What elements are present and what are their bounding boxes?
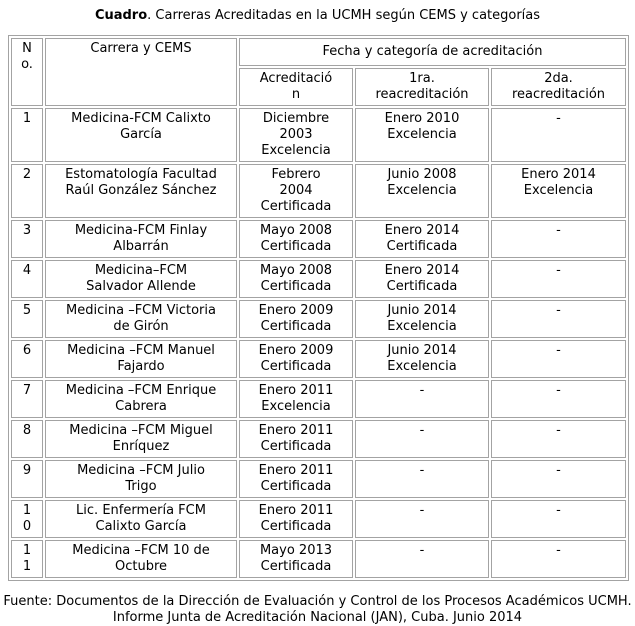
cell-acreditacion: Enero 2009 Certificada xyxy=(239,300,353,338)
cell-acreditacion: Enero 2011 Certificada xyxy=(239,500,353,538)
header-row-top xyxy=(11,38,626,66)
cell-segunda-reacreditacion: - xyxy=(491,420,626,458)
table-row xyxy=(11,460,626,498)
cell-primera-reacreditacion: Junio 2014 Excelencia xyxy=(355,300,489,338)
cell-segunda-reacreditacion: - xyxy=(491,380,626,418)
table-row xyxy=(11,260,626,298)
cell-no: 10 xyxy=(11,500,43,538)
cell-no: 8 xyxy=(11,420,43,458)
table-row xyxy=(11,300,626,338)
cell-carrera: Medicina –FCM Victoria de Girón xyxy=(45,300,237,338)
cell-carrera: Medicina-FCM Calixto García xyxy=(45,108,237,162)
cell-carrera: Medicina –FCM 10 de Octubre xyxy=(45,540,237,578)
cell-segunda-reacreditacion: - xyxy=(491,500,626,538)
cell-segunda-reacreditacion: - xyxy=(491,300,626,338)
table-row xyxy=(11,164,626,218)
source-line1: Fuente: Documentos de la Dirección de Evaluación y Control de los Procesos Académicos UCMH. xyxy=(3,594,632,609)
table-row xyxy=(11,540,626,578)
cell-acreditacion: Diciembre 2003 Excelencia xyxy=(239,108,353,162)
table-row xyxy=(11,220,626,258)
cell-no: 1 xyxy=(11,108,43,162)
cell-segunda-reacreditacion: - xyxy=(491,460,626,498)
cell-acreditacion: Enero 2011 Certificada xyxy=(239,420,353,458)
cell-primera-reacreditacion: Junio 2008 Excelencia xyxy=(355,164,489,218)
cell-primera-reacreditacion: - xyxy=(355,380,489,418)
cell-acreditacion: Febrero 2004 Certificada xyxy=(239,164,353,218)
cell-no: 11 xyxy=(11,540,43,578)
cell-primera-reacreditacion: Enero 2014 Certificada xyxy=(355,220,489,258)
cell-no: 4 xyxy=(11,260,43,298)
table-row xyxy=(11,500,626,538)
cell-primera-reacreditacion: - xyxy=(355,420,489,458)
cell-primera-reacreditacion: - xyxy=(355,460,489,498)
cell-carrera: Medicina –FCM Enrique Cabrera xyxy=(45,380,237,418)
cell-segunda-reacreditacion: - xyxy=(491,260,626,298)
header-fecha-group: Fecha y categoría de acreditación xyxy=(239,38,626,66)
cell-segunda-reacreditacion: - xyxy=(491,340,626,378)
cell-carrera: Medicina-FCM Finlay Albarrán xyxy=(45,220,237,258)
cell-carrera: Medicina –FCM Manuel Fajardo xyxy=(45,340,237,378)
cell-acreditacion: Enero 2011 Excelencia xyxy=(239,380,353,418)
caption-text: . Carreras Acreditadas en la UCMH según CEMS y categorías xyxy=(147,8,541,23)
cell-acreditacion: Mayo 2008 Certificada xyxy=(239,220,353,258)
cell-carrera: Medicina –FCM Miguel Enríquez xyxy=(45,420,237,458)
cell-acreditacion: Enero 2009 Certificada xyxy=(239,340,353,378)
table-row xyxy=(11,108,626,162)
cell-carrera: Medicina –FCM Julio Trigo xyxy=(45,460,237,498)
table-row xyxy=(11,420,626,458)
header-segunda-reacreditacion: 2da. reacreditación xyxy=(491,68,626,106)
cell-segunda-reacreditacion: - xyxy=(491,220,626,258)
cell-acreditacion: Enero 2011 Certificada xyxy=(239,460,353,498)
cell-segunda-reacreditacion: - xyxy=(491,108,626,162)
cell-primera-reacreditacion: - xyxy=(355,540,489,578)
cell-carrera: Medicina–FCM Salvador Allende xyxy=(45,260,237,298)
cell-no: 7 xyxy=(11,380,43,418)
source-note xyxy=(0,594,635,626)
cell-primera-reacreditacion: - xyxy=(355,500,489,538)
accreditation-table xyxy=(8,35,629,581)
cell-no: 3 xyxy=(11,220,43,258)
cell-no: 5 xyxy=(11,300,43,338)
header-acreditacion: Acreditación xyxy=(239,68,353,106)
cell-acreditacion: Mayo 2008 Certificada xyxy=(239,260,353,298)
table-row xyxy=(11,380,626,418)
cell-no: 6 xyxy=(11,340,43,378)
cell-no: 2 xyxy=(11,164,43,218)
source-line2: Informe Junta de Acreditación Nacional (JAN), Cuba. Junio 2014 xyxy=(112,610,523,625)
cell-primera-reacreditacion: Enero 2014 Certificada xyxy=(355,260,489,298)
cell-carrera: Estomatología Facultad Raúl González Sánchez xyxy=(45,164,237,218)
cell-segunda-reacreditacion: Enero 2014 Excelencia xyxy=(491,164,626,218)
cell-acreditacion: Mayo 2013 Certificada xyxy=(239,540,353,578)
header-primera-reacreditacion: 1ra. reacreditación xyxy=(355,68,489,106)
cell-segunda-reacreditacion: - xyxy=(491,540,626,578)
page xyxy=(0,7,635,625)
header-no: No. xyxy=(11,38,43,106)
cell-no: 9 xyxy=(11,460,43,498)
caption-label: Cuadro xyxy=(94,8,148,23)
cell-carrera: Lic. Enfermería FCM Calixto García xyxy=(45,500,237,538)
table-row xyxy=(11,340,626,378)
cell-primera-reacreditacion: Enero 2010 Excelencia xyxy=(355,108,489,162)
cell-primera-reacreditacion: Junio 2014 Excelencia xyxy=(355,340,489,378)
table-caption xyxy=(0,7,635,24)
header-carrera: Carrera y CEMS xyxy=(45,38,237,106)
